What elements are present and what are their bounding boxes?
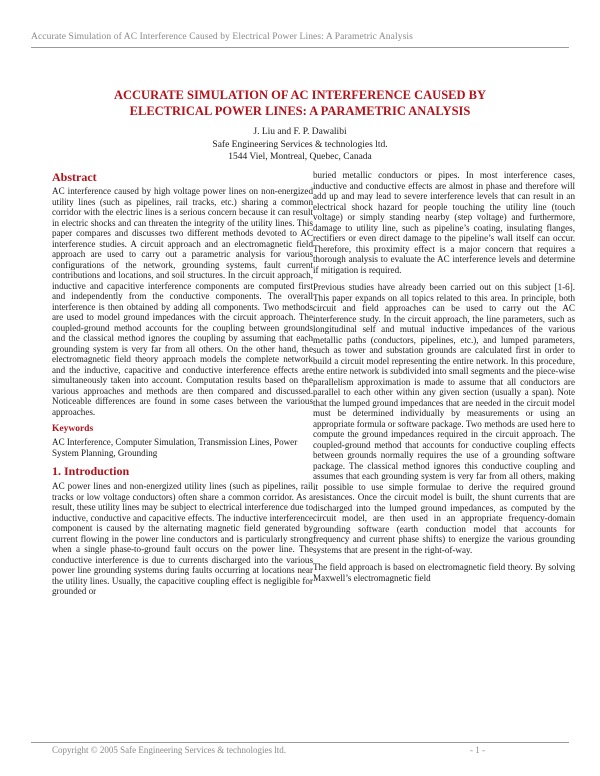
introduction-paragraph-1-continued: buried metallic conductors or pipes. In most interference cases, inductive and conductive effects are almost in phase and therefore will add up and may lead to severe interference levels that can result in an electrical shock hazard for people touching the utility line (touch voltage) or simply standing nearby (step voltage) and furthermore, damage to utility line, such as pipeline’s coating, insulating flanges, rectifiers or even direct damage to the pipeline’s wall itself can occur. Therefore, this proximity effect is a major concern that requires a thorough analysis to evaluate the AC interference levels and determine if mitigation is required. — [313, 170, 575, 275]
introduction-paragraph-2: Previous studies have already been carried out on this subject [1-6]. This paper expands on all topics related to this area. In principle, both circuit and field approaches can be used to carry out the AC interference study. In the circuit approach, the line parameters, such as longitudinal self and mutual inductive impedances of the various metallic paths (conductors, pipelines, etc.), and lumped parameters, such as tower and substation grounds are calculated first in order to build a circuit model representing the entire network. In this procedure, the entire network is subdivided into small segments and the piece-wise parallelism approximation is made to assume that all conductors are parallel to each other within any given section (usually a span). Note that the lumped ground impedances that are needed in the circuit model must be determined individually by measurements or using an appropriate formula or software package. Two methods are used here to compute the ground impedances required in the circuit approach. The coupled-ground method that accounts for conductive coupling effects between grounds normally requires the use of a grounding software package. The classical method ignores this conductive coupling and assumes that each grounding system is very far from all others, making it possible to use simple formulae to derive the required ground resistances. Once the circuit model is built, the shunt currents that are discharged into the lumped ground impedances, as computed by the circuit model, are then used in an appropriate frequency-domain grounding software (earth conduction model that accounts for frequency and current phase shifts) to energize the various grounding systems that are present in the right-of-way. — [313, 282, 575, 555]
right-column — [313, 170, 575, 583]
authors: J. Liu and F. P. Dawalibi — [253, 127, 347, 137]
paper-title — [31, 87, 569, 119]
paper-title-line-1: ACCURATE SIMULATION OF AC INTERFERENCE CAUSED BY — [113, 88, 487, 102]
address: 1544 Viel, Montreal, Quebec, Canada — [228, 152, 372, 162]
running-header: Accurate Simulation of AC Interference Caused by Electrical Power Lines: A Parametric Analysis — [31, 32, 413, 42]
introduction-paragraph-1: AC power lines and non-energized utility lines (such as pipelines, rail tracks or low voltage conductors) often share a common corridor. As a result, these utility lines may be subject to electrical interference due to inductive, conductive and capacitive effects. The inductive interference component is caused by the alternating magnetic field generated by current flowing in the power line conductors and is particularly strong when a single phase-to-ground fault occurs on the power line. The conductive interference is due to currents discharged into the various power line grounding systems during faults occurring at locations near the utility lines. Usually, the capacitive coupling effect is negligible for grounded or — [52, 481, 313, 596]
introduction-paragraph-3: The field approach is based on electromagnetic field theory. By solving Maxwell’s electromagnetic field — [313, 562, 575, 583]
author-block — [31, 126, 569, 164]
page-number: - 1 - — [470, 745, 485, 755]
footer-copyright: Copyright © 2005 Safe Engineering Services & technologies ltd. — [52, 745, 287, 755]
abstract-heading: Abstract — [52, 170, 97, 184]
abstract-text: AC interference caused by high voltage power lines on non-energized utility lines (such as pipelines, rail tracks, etc.) sharing a common corridor with the electric lines is a serious concern because it can result in electric shocks and can threaten the integrity of the utility lines. This paper compares and discusses two different methods devoted to AC interference studies. A circuit approach and an electromagnetic field approach are used to carry out a parametric analysis for various configurations of the network, grounding systems, fault current contributions and locations, and soil structures. In the circuit approach, inductive and capacitive interference components are computed first and independently from the conductive components. The overall interference is then obtained by adding all components. Two methods are used to model ground impedances with the circuit approach. The coupled-ground method accounts for the coupling between grounds and the classical method ignores the coupling by assuming that each grounding system is very far from all others. On the other hand, the electromagnetic field theory approach models the complete network and the inductive, capacitive and conductive interference effects are simultaneously taken into account. Computation results based on the various approaches and methods are then compared and discussed. Noticeable differences are found in some cases between the various approaches. — [52, 186, 313, 417]
paper-title-line-2: ELECTRICAL POWER LINES: A PARAMETRIC ANALYSIS — [129, 104, 471, 118]
keywords-text: AC Interference, Computer Simulation, Transmission Lines, Power System Planning, Grounding — [52, 437, 298, 458]
introduction-heading: 1. Introduction — [52, 464, 130, 478]
keywords-heading: Keywords — [52, 424, 94, 434]
left-column — [52, 170, 313, 597]
affiliation: Safe Engineering Services & technologies ltd. — [212, 139, 388, 150]
footer-rule — [31, 742, 569, 743]
header-rule — [31, 47, 569, 48]
